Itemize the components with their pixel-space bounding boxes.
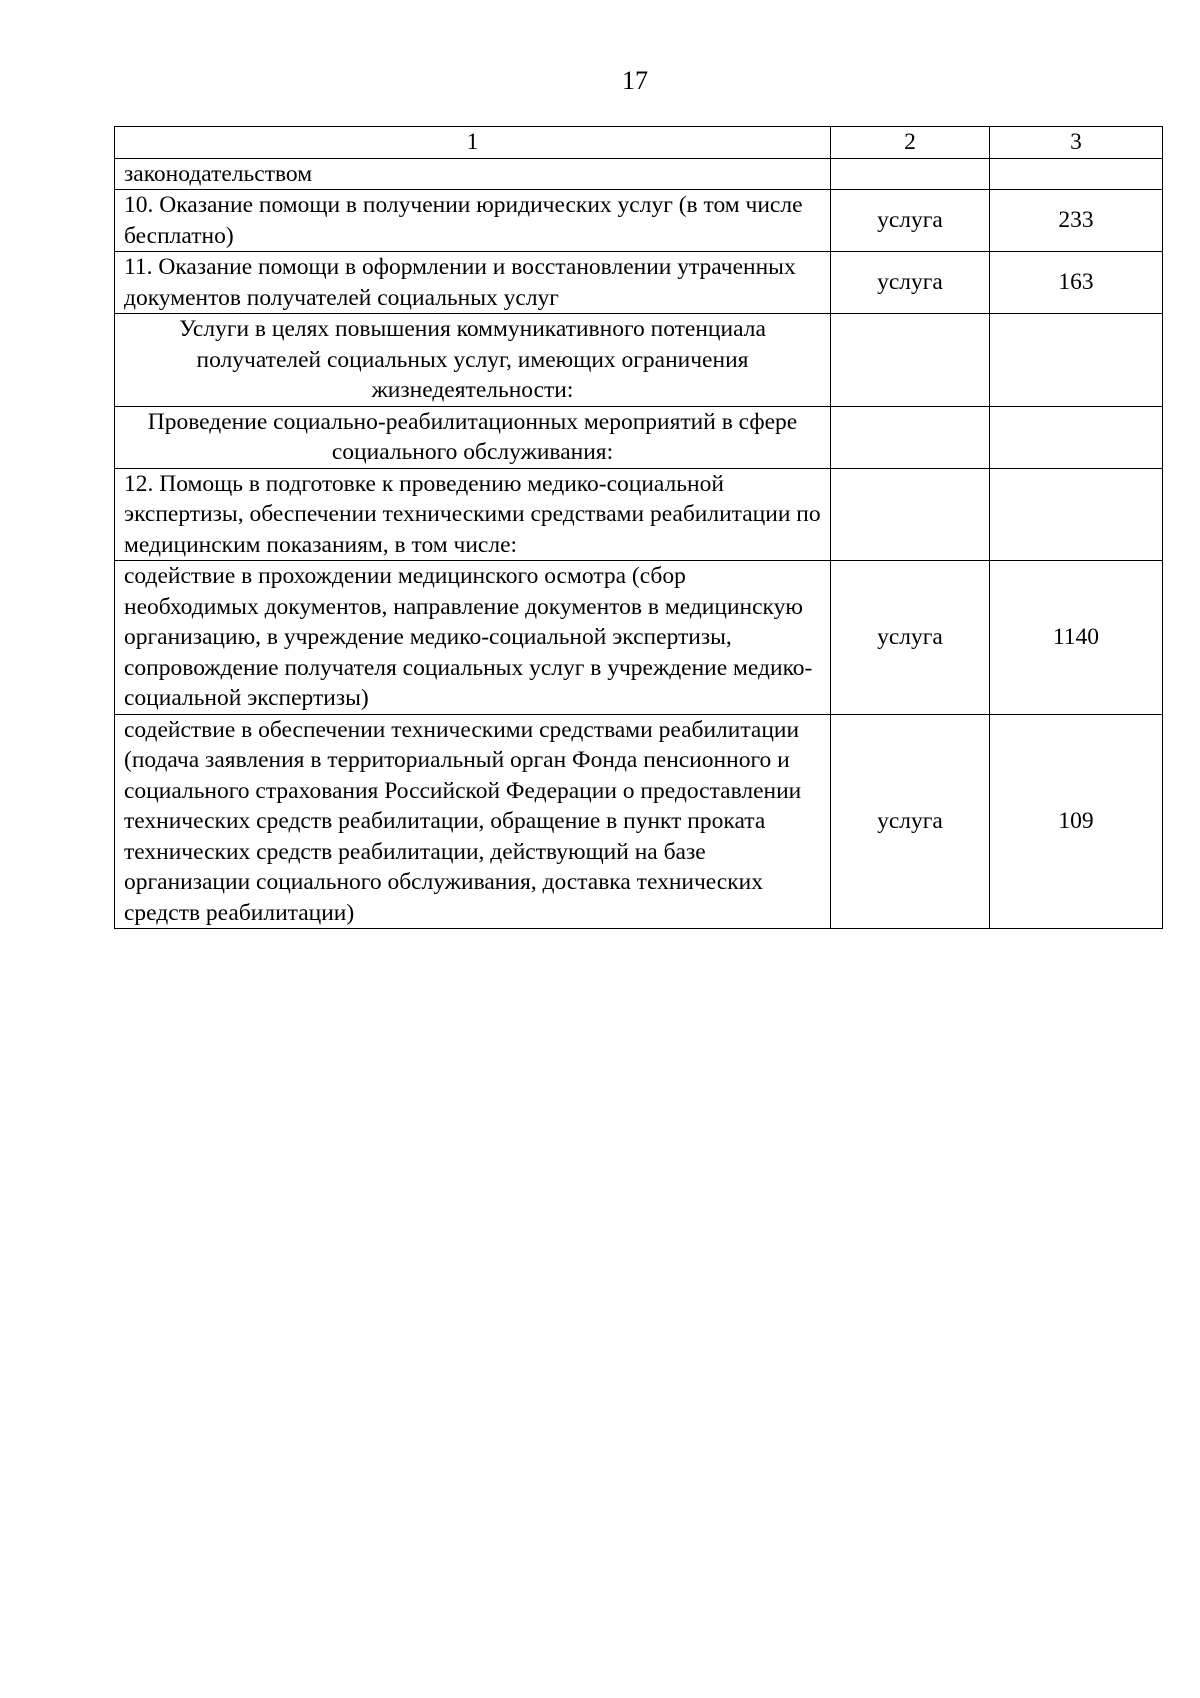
service-name-cell: 11. Оказание помощи в оформлении и восстановлении утраченных документов получателей социальных услуг	[115, 252, 831, 314]
column-header-3: 3	[990, 127, 1163, 159]
page-number: 17	[622, 66, 648, 95]
value-cell	[990, 468, 1163, 561]
value-cell: 163	[990, 252, 1163, 314]
service-name-cell: содействие в прохождении медицинского осмотра (сбор необходимых документов, направление документов в медицинскую организацию, в учреждение медико-социальной экспертизы, сопровождение получателя социальных услуг в учреждение медико-социальной экспертизы)	[115, 561, 831, 715]
value-cell	[990, 158, 1163, 190]
table-header-row	[115, 127, 1163, 159]
unit-cell: услуга	[831, 190, 990, 252]
table-row	[115, 468, 1163, 561]
value-cell: 233	[990, 190, 1163, 252]
unit-cell: услуга	[831, 561, 990, 715]
value-cell: 109	[990, 714, 1163, 929]
column-header-1: 1	[115, 127, 831, 159]
service-name-cell: законодательством	[115, 158, 831, 190]
column-header-2: 2	[831, 127, 990, 159]
table-row	[115, 252, 1163, 314]
unit-cell	[831, 468, 990, 561]
unit-cell	[831, 314, 990, 407]
value-cell	[990, 314, 1163, 407]
value-cell	[990, 406, 1163, 468]
unit-cell	[831, 158, 990, 190]
table-row	[115, 561, 1163, 715]
unit-cell: услуга	[831, 252, 990, 314]
unit-cell	[831, 406, 990, 468]
service-name-cell: Услуги в целях повышения коммуникативного потенциала получателей социальных услуг, имеющих ограничения жизнедеятельности:	[115, 314, 831, 407]
table-row	[115, 190, 1163, 252]
service-name-cell: 12. Помощь в подготовке к проведению медико-социальной экспертизы, обеспечении техническими средствами реабилитации по медицинским показаниям, в том числе:	[115, 468, 831, 561]
service-name-cell: содействие в обеспечении техническими средствами реабилитации (подача заявления в территориальный орган Фонда пенсионного и социального страхования Российской Федерации о предоставлении технических средств реабилитации, обращение в пункт проката технических средств реабилитации, действующий на базе организации социального обслуживания, доставка технических средств реабилитации)	[115, 714, 831, 929]
table-row	[115, 314, 1163, 407]
table-row	[115, 406, 1163, 468]
table-row	[115, 158, 1163, 190]
value-cell: 1140	[990, 561, 1163, 715]
services-table	[114, 126, 1163, 929]
table-row	[115, 714, 1163, 929]
unit-cell: услуга	[831, 714, 990, 929]
service-name-cell: Проведение социально-реабилитационных мероприятий в сфере социального обслуживания:	[115, 406, 831, 468]
service-name-cell: 10. Оказание помощи в получении юридических услуг (в том числе бесплатно)	[115, 190, 831, 252]
